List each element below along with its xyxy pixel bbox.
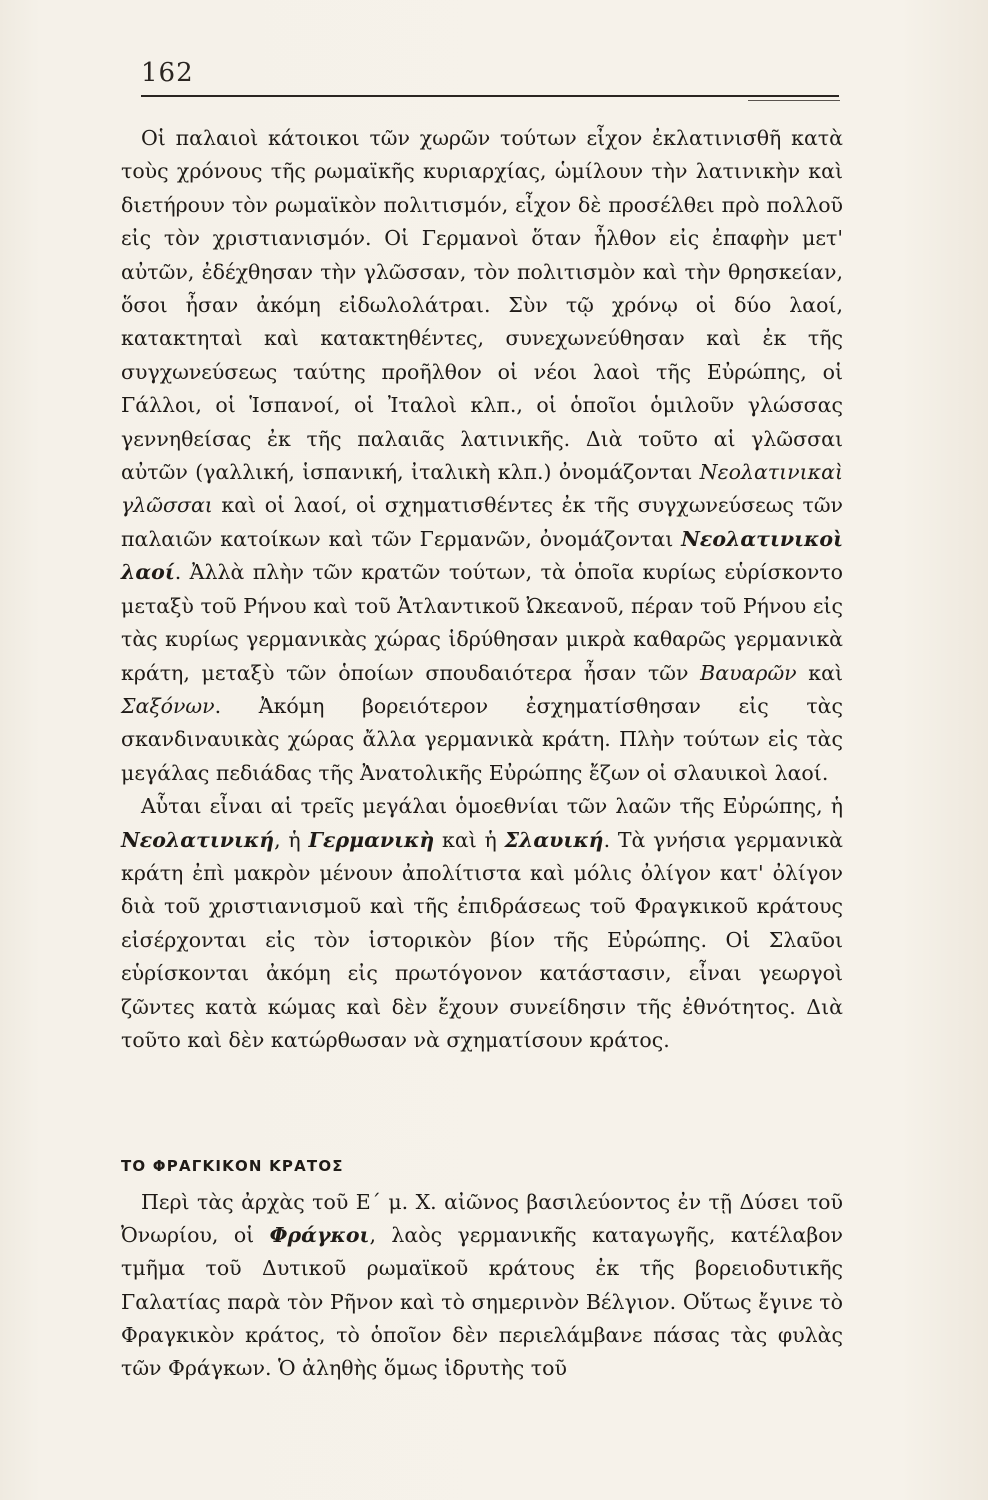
term-germanic: Γερμανικὴ — [308, 827, 435, 852]
paragraph-3: Περὶ τὰς ἀρχὰς τοῦ Ε΄ μ. Χ. αἰῶνος βασιλεύοντος ἐν τῇ Δύσει τοῦ Ὀνωρίου, οἱ Φράγκοι, λαὸς γερμανικῆς καταγωγῆς, κατέλαβον τμῆμα τοῦ Δυτικοῦ ρωμαϊκοῦ κράτους ἐκ τῆς βορειοδυτικῆς Γαλατίας παρὰ τὸν Ρῆνον καὶ τὸ σημερινὸν Βέλγιον. Οὕτως ἔγινε τὸ Φραγκικὸν κράτος, τὸ ὁποῖον δὲν περιελάμβανε πάσας τὰς φυλὰς τῶν Φράγκων. Ὁ ἀληθὴς ὅμως ἱδρυτὴς τοῦ — [121, 1190, 844, 1381]
page-number: 162 — [141, 58, 194, 88]
term-neolatin: Νεολατινική — [121, 827, 275, 852]
term-neolatin-peoples: Νεολατινικοὶ λαοί — [121, 526, 843, 585]
term-neolatin-languages: Νεολατινικαὶ γλῶσσαι — [121, 460, 843, 518]
term-bavarians: Βαυαρῶν — [700, 660, 797, 685]
term-saxons: Σαξόνων — [121, 693, 215, 718]
term-franks: Φράγκοι — [269, 1223, 370, 1248]
section-body-2 — [121, 1186, 843, 1385]
term-slavic: Σλαυική — [504, 827, 604, 852]
section-heading-frankish-state: ΤΟ ΦΡΑΓΚΙΚΟΝ ΚΡΑΤΟΣ — [121, 1157, 344, 1175]
paragraph-1: Οἱ παλαιοὶ κάτοικοι τῶν χωρῶν τούτων εἶχον ἐκλατινισθῆ κατὰ τοὺς χρόνους τῆς ρωμαϊκῆς κυριαρχίας, ὡμίλουν τὴν λατινικὴν καὶ διετήρουν τὸν ρωμαϊκὸν πολιτισμόν, εἶχον δὲ προσέλθει πρὸ πολλοῦ εἰς τὸν χριστιανισμόν. Οἱ Γερμανοὶ ὅταν ἦλθον εἰς ἐπαφὴν μετ' αὐτῶν, ἐδέχθησαν τὴν γλῶσσαν, τὸν πολιτισμὸν καὶ τὴν θρησκείαν, ὅσοι ἦσαν ἀκόμη εἰδωλολάτραι. Σὺν τῷ χρόνῳ οἱ δύο λαοί, κατακτηταὶ καὶ κατακτηθέντες, συνεχωνεύθησαν καὶ ἐκ τῆς συγχωνεύσεως ταύτης προῆλθον οἱ νέοι λαοὶ τῆς Εὐρώπης, οἱ Γάλλοι, οἱ Ἱσπανοί, οἱ Ἰταλοὶ κλπ., οἱ ὁποῖοι ὁμιλοῦν γλώσσας γεννηθείσας ἐκ τῆς παλαιᾶς λατινικῆς. Διὰ τοῦτο αἱ γλῶσσαι αὐτῶν (γαλλική, ἱσπανική, ἰταλικὴ κλπ.) ὀνομάζονται Νεολατινικαὶ γλῶσσαι καὶ οἱ λαοί, οἱ σχηματισθέντες ἐκ τῆς συγχωνεύσεως τῶν παλαιῶν κατοίκων καὶ τῶν Γερμανῶν, ὀνομάζονται Νεολατινικοὶ λαοί. Ἀλλὰ πλὴν τῶν κρατῶν τούτων, τὰ ὁποῖα κυρίως εὑρίσκοντο μεταξὺ τοῦ Ρήνου καὶ τοῦ Ἀτλαντικοῦ Ὠκεανοῦ, πέραν τοῦ Ρήνου εἰς τὰς κυρίως γερμανικὰς χώρας ἱδρύθησαν μικρὰ καθαρῶς γερμανικὰ κράτη, μεταξὺ τῶν ὁποίων σπουδαιότερα ἦσαν τῶν Βαυαρῶν καὶ Σαξόνων. Ἀκόμη βορειότερον ἐσχηματίσθησαν εἰς τὰς σκανδιναυικὰς χώρας ἄλλα γερμανικὰ κράτη. Πλὴν τούτων εἰς τὰς μεγάλας πεδιάδας τῆς Ἀνατολικῆς Εὐρώπης ἔζων οἱ σλαυικοὶ λαοί. — [121, 126, 843, 785]
header-rule — [141, 95, 839, 97]
paragraph-2: Αὗται εἶναι αἱ τρεῖς μεγάλαι ὁμοεθνίαι τῶν λαῶν τῆς Εὐρώπης, ἡ Νεολατινική, ἡ Γερμανικὴ καὶ ἡ Σλαυική. Τὰ γνήσια γερμανικὰ κράτη ἐπὶ μακρὸν μένουν ἀπολίτιστα καὶ μόλις ὀλίγον κατ' ὀλίγον διὰ τοῦ χριστιανισμοῦ καὶ τῆς ἐπιδράσεως τοῦ Φραγκικοῦ κράτους εἰσέρχονται εἰς τὸν ἱστορικὸν βίον τῆς Εὐρώπης. Οἱ Σλαῦοι εὑρίσκονται ἀκόμη εἰς πρωτόγονον κατάστασιν, εἶναι γεωργοὶ ζῶντες κατὰ κώμας καὶ δὲν ἔχουν συνείδησιν τῆς ἐθνότητος. Διὰ τοῦτο καὶ δὲν κατώρθωσαν νὰ σχηματίσουν κράτος. — [121, 794, 843, 1052]
header-rule-secondary — [748, 100, 840, 101]
section-body-1 — [121, 122, 843, 1057]
